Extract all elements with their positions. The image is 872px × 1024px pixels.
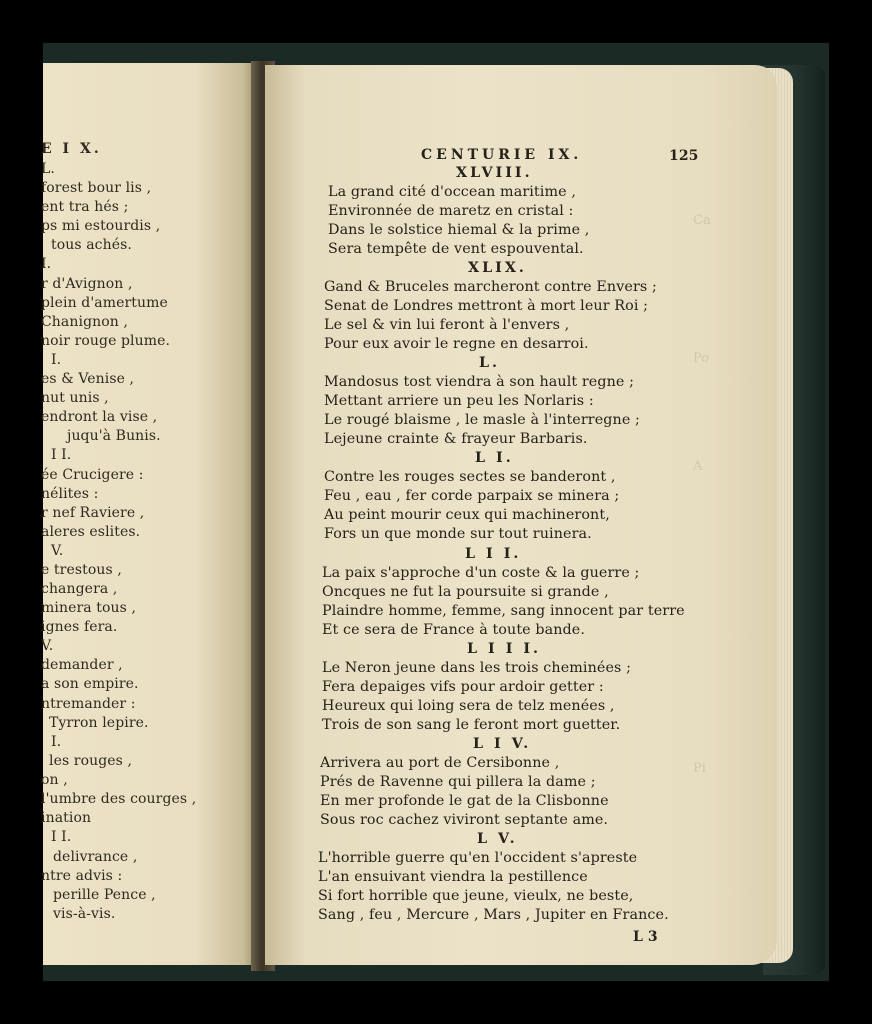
left-line: ée Crucigere : xyxy=(41,467,144,483)
left-line: endront la vise , xyxy=(41,409,158,425)
verse-line: Mandosus tost viendra à son hault regne ; xyxy=(324,374,635,390)
left-line: l'umbre des courges , xyxy=(41,791,197,807)
verse-line: La paix s'approche d'un coste & la guerre ; xyxy=(322,565,640,581)
verse-line: Feu , eau , fer corde parpaix se minera ; xyxy=(324,488,620,504)
verse-line: L'an ensuivant viendra la pestillence xyxy=(318,869,588,885)
verse-line: L'horrible guerre qu'en l'occident s'apreste xyxy=(318,850,638,866)
verse-line: Plaindre homme, femme, sang innocent par terre xyxy=(322,603,685,619)
show-through: Pi xyxy=(693,761,706,776)
show-through: Po xyxy=(693,351,710,366)
running-head: CENTURIE IX. xyxy=(421,147,583,163)
left-line: forest bour lis , xyxy=(41,180,152,196)
left-line: I. xyxy=(51,352,62,368)
left-line: I. xyxy=(41,256,52,272)
verse-line: Trois de son sang le feront mort guetter. xyxy=(322,717,621,733)
left-line: les rouges , xyxy=(49,753,133,769)
left-line: r nef Raviere , xyxy=(41,505,145,521)
left-line: changera , xyxy=(41,581,118,597)
left-line: ent tra hés ; xyxy=(41,199,129,215)
left-line: vis-à-vis. xyxy=(53,906,116,922)
show-through: A xyxy=(693,459,703,474)
left-line: tous achés. xyxy=(51,237,132,253)
left-line: noir rouge plume. xyxy=(41,333,171,349)
quatrain-heading: L I V. xyxy=(473,736,532,752)
left-line: perille Pence , xyxy=(53,887,156,903)
verse-line: Dans le solstice hiemal & la prime , xyxy=(328,222,590,238)
right-page xyxy=(265,65,777,965)
verse-line: Et ce sera de France à toute bande. xyxy=(322,622,586,638)
verse-line: Sera tempête de vent espouvental. xyxy=(328,241,584,257)
left-line: minera tous , xyxy=(41,600,137,616)
verse-line: La grand cité d'occean maritime , xyxy=(328,184,576,200)
verse-line: Lejeune crainte & frayeur Barbaris. xyxy=(324,431,588,447)
page-number: 125 xyxy=(669,148,699,164)
quatrain-heading: XLIX. xyxy=(468,260,527,276)
left-line: e trestous , xyxy=(41,562,122,578)
left-line: L. xyxy=(41,161,55,177)
verse-line: Sang , feu , Mercure , Mars , Jupiter en France. xyxy=(318,907,669,923)
verse-line: Senat de Londres mettront à mort leur Roi ; xyxy=(324,298,649,314)
left-page xyxy=(43,63,261,965)
verse-line: Fors un que monde sur tout ruinera. xyxy=(324,526,592,542)
verse-line: Sous roc cachez viviront septante ame. xyxy=(320,812,609,828)
left-line: ps mi estourdis , xyxy=(41,218,161,234)
left-line: ination xyxy=(41,810,92,826)
verse-line: Contre les rouges sectes se banderont , xyxy=(324,469,616,485)
signature-mark: L 3 xyxy=(633,929,658,945)
verse-line: Gand & Bruceles marcheront contre Envers ; xyxy=(324,279,657,295)
left-line: I I. xyxy=(51,829,72,845)
quatrain-heading: L V. xyxy=(477,831,518,847)
verse-line: Mettant arriere un peu les Norlaris : xyxy=(324,393,594,409)
verse-line: Heureux qui loing sera de telz menées , xyxy=(322,698,615,714)
verse-line: Pour eux avoir le regne en desarroi. xyxy=(324,336,589,352)
left-line: on , xyxy=(41,772,68,788)
left-line: ntremander : xyxy=(41,696,136,712)
left-line: Chanignon , xyxy=(41,314,128,330)
left-line: nélites : xyxy=(41,486,99,502)
quatrain-heading: L I I I. xyxy=(467,641,542,657)
left-line: delivrance , xyxy=(53,849,138,865)
quatrain-heading: L I. xyxy=(475,450,514,466)
verse-line: En mer profonde le gat de la Clisbonne xyxy=(320,793,609,809)
left-line: V. xyxy=(41,638,54,654)
show-through: Ca xyxy=(693,213,711,228)
left-line: ignes fera. xyxy=(41,619,118,635)
left-line: r d'Avignon , xyxy=(41,276,133,292)
left-line: aleres eslites. xyxy=(41,524,141,540)
left-line: es & Venise , xyxy=(41,371,135,387)
left-header: E I X. xyxy=(41,141,102,157)
verse-line: Oncques ne fut la poursuite si grande , xyxy=(322,584,609,600)
quatrain-heading: L. xyxy=(479,355,501,371)
verse-line: Le sel & vin lui feront à l'envers , xyxy=(324,317,570,333)
quatrain-heading: XLVIII. xyxy=(456,165,533,181)
left-line: juqu'à Bunis. xyxy=(67,428,161,444)
left-line: I I. xyxy=(51,447,72,463)
quatrain-heading: L I I. xyxy=(465,546,522,562)
verse-line: Le Neron jeune dans les trois cheminées ; xyxy=(322,660,632,676)
left-line: nut unis , xyxy=(41,390,109,406)
left-line: Tyrron lepire. xyxy=(49,715,149,731)
verse-line: Si fort horrible que jeune, vieulx, ne beste, xyxy=(318,888,634,904)
verse-line: Au peint mourir ceux qui machineront, xyxy=(324,507,610,523)
left-line: a son empire. xyxy=(41,676,139,692)
left-line: demander , xyxy=(41,657,123,673)
left-line: ntre advis : xyxy=(41,868,123,884)
left-line: plein d'amertume xyxy=(41,295,168,311)
verse-line: Le rougé blaisme , le masle à l'interregne ; xyxy=(324,412,640,428)
left-line: I. xyxy=(51,734,62,750)
verse-line: Arrivera au port de Cersibonne , xyxy=(320,755,560,771)
verse-line: Prés de Ravenne qui pillera la dame ; xyxy=(320,774,596,790)
book-scan xyxy=(43,43,829,981)
verse-line: Environnée de maretz en cristal : xyxy=(328,203,574,219)
left-line: V. xyxy=(51,543,64,559)
verse-line: Fera depaiges vifs pour ardoir getter : xyxy=(322,679,604,695)
